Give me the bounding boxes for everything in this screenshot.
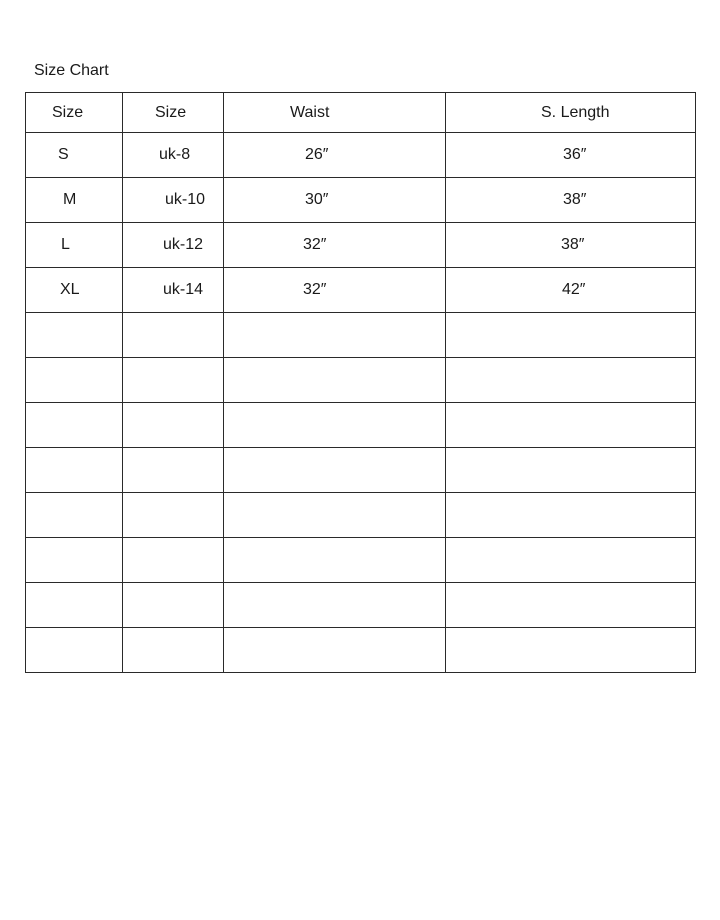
table-row (26, 178, 696, 223)
empty-cell (123, 583, 224, 628)
cell-waist: 26″ (224, 133, 446, 178)
cell-waist: 32″ (224, 223, 446, 268)
table-row (26, 223, 696, 268)
page-title: Size Chart (34, 62, 109, 79)
empty-cell (26, 358, 123, 403)
empty-cell (224, 403, 446, 448)
empty-table-row (26, 358, 696, 403)
empty-cell (224, 313, 446, 358)
empty-cell (224, 628, 446, 673)
table-row (26, 268, 696, 313)
header-cell-uk-size: Size (123, 93, 224, 133)
empty-cell (26, 448, 123, 493)
empty-table-row (26, 538, 696, 583)
empty-cell (446, 313, 696, 358)
empty-cell (123, 403, 224, 448)
empty-table-row (26, 448, 696, 493)
empty-cell (446, 358, 696, 403)
cell-s-length: 36″ (446, 133, 696, 178)
header-cell-waist: Waist (224, 93, 446, 133)
empty-table-row (26, 493, 696, 538)
cell-size: XL (26, 268, 123, 313)
empty-cell (446, 493, 696, 538)
empty-table-row (26, 403, 696, 448)
cell-uk-size: uk-10 (123, 178, 224, 223)
empty-cell (123, 313, 224, 358)
cell-s-length: 42″ (446, 268, 696, 313)
empty-cell (446, 403, 696, 448)
empty-cell (446, 538, 696, 583)
cell-uk-size: uk-14 (123, 268, 224, 313)
empty-cell (26, 583, 123, 628)
cell-size: S (26, 133, 123, 178)
empty-table-row (26, 313, 696, 358)
empty-cell (224, 358, 446, 403)
empty-cell (26, 493, 123, 538)
empty-cell (224, 583, 446, 628)
empty-cell (123, 358, 224, 403)
table-row (26, 133, 696, 178)
empty-cell (224, 448, 446, 493)
cell-s-length: 38″ (446, 223, 696, 268)
header-row (26, 93, 696, 133)
size-chart-table (25, 92, 696, 673)
header-cell-size: Size (26, 93, 123, 133)
empty-table-row (26, 583, 696, 628)
cell-uk-size: uk-8 (123, 133, 224, 178)
cell-size: M (26, 178, 123, 223)
empty-cell (26, 313, 123, 358)
empty-cell (123, 628, 224, 673)
empty-cell (446, 448, 696, 493)
empty-cell (446, 583, 696, 628)
cell-waist: 32″ (224, 268, 446, 313)
empty-cell (224, 493, 446, 538)
cell-size: L (26, 223, 123, 268)
empty-cell (26, 403, 123, 448)
empty-cell (123, 538, 224, 583)
empty-cell (26, 628, 123, 673)
header-cell-s-length: S. Length (446, 93, 696, 133)
empty-cell (224, 538, 446, 583)
empty-cell (446, 628, 696, 673)
cell-uk-size: uk-12 (123, 223, 224, 268)
cell-waist: 30″ (224, 178, 446, 223)
empty-cell (26, 538, 123, 583)
empty-cell (123, 448, 224, 493)
empty-table-row (26, 628, 696, 673)
cell-s-length: 38″ (446, 178, 696, 223)
empty-cell (123, 493, 224, 538)
